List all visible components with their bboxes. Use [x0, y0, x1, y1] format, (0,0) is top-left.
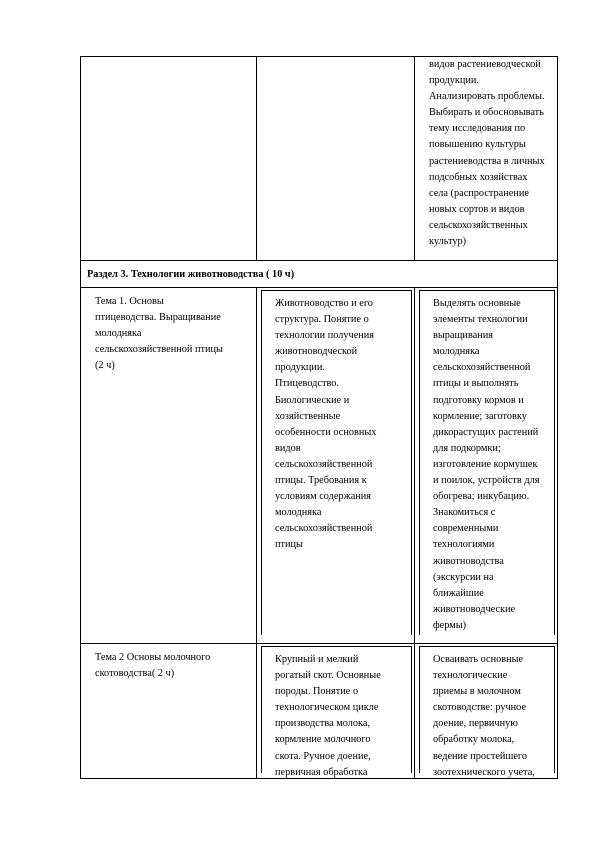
activity-text: Выделять основные элементы технологии выращивания молодняка сельскохозяйственной птицы и выполнять подготовку кормов и кормление; заготовку дикорастущих растений для подкормки; изготовление кормушек и поилок, устройств для обогрева; инкубацию. Знакомиться с современными технологиями животноводства (экскурсии на ближайшие животноводческие фермы) [433, 298, 540, 631]
activity-text: Осваивать основные технологические приемы в молочном скотоводстве: ручное доение, первичную обработку молока, ведение простейшего зоотехнического учета, [433, 654, 535, 778]
topic-cell [81, 644, 257, 779]
content-cell [257, 644, 415, 779]
content-cell [257, 57, 415, 261]
section-title: Раздел 3. Технологии животноводства ( 10 ч) [81, 261, 558, 288]
content-text: Крупный и мелкий рогатый скот. Основные породы. Понятие о технологическом цикле производства молока, кормление молочного скота. Ручное доение, первичная обработка [275, 654, 381, 778]
table-row [81, 288, 558, 644]
activity-box [419, 290, 555, 635]
activity-cell [415, 288, 558, 644]
topic-text: Тема 2 Основы молочного скотоводства( 2 ч) [95, 652, 211, 680]
content-text: Животноводство и его структура. Понятие о технологии получения животноводческой продукции. Птицеводство. Биологические и хозяйственные особенности основных видов сельскохозяйственной птицы. Требования к условиям содержания молодняка сельскохозяйственной птицы [275, 298, 377, 551]
section-row [81, 261, 558, 288]
topic-cell [81, 57, 257, 261]
activity-cell [415, 57, 558, 261]
content-cell [257, 288, 415, 644]
activity-text: видов растениеводческой продукции. Анализировать проблемы. Выбирать и обосновывать тему исследования по повышению культуры растениеводства в личных подсобных хозяйствах села (распространение новых сортов и видов сельскохозяйственных культур) [429, 59, 545, 248]
table-row [81, 57, 558, 261]
topic-text: Тема 1. Основы птицеводства. Выращивание молодняка сельскохозяйственной птицы (2 ч) [95, 296, 223, 372]
activity-cell [415, 644, 558, 779]
content-box [261, 290, 412, 635]
activity-box [419, 646, 555, 778]
content-box [261, 646, 412, 778]
curriculum-table [80, 56, 558, 779]
table-row [81, 644, 558, 779]
topic-cell [81, 288, 257, 644]
